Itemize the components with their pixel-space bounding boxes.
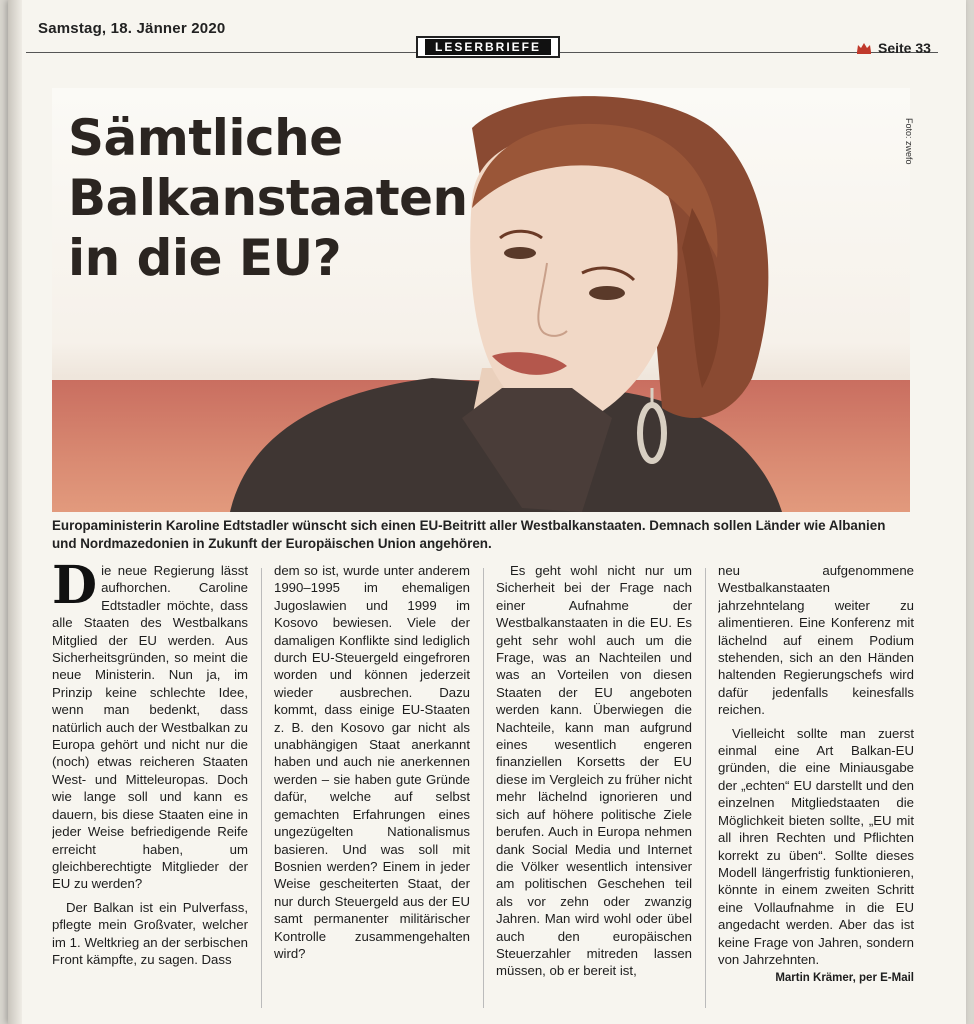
headline-line-1: Sämtliche — [68, 109, 343, 167]
column-rule — [483, 568, 484, 1008]
page-fold-shadow — [8, 0, 22, 1024]
letter-signature: Martin Krämer, per E-Mail — [775, 972, 914, 985]
section-label: LESERBRIEFE — [425, 39, 551, 55]
article-column-4 — [718, 562, 914, 1014]
newspaper-page — [8, 0, 966, 1024]
issue-date: Samstag, 18. Jänner 2020 — [38, 20, 226, 37]
article-column-1 — [52, 562, 248, 1014]
drop-cap: D — [52, 562, 98, 616]
column-rule — [705, 568, 706, 1008]
page-number — [856, 40, 931, 56]
article-paragraph: dem so ist, wurde unter anderem 1990–1995 im ehemaligen Jugoslawien und 1999 im Kosovo bewiesen. Viele der damaligen Konflikte sind lediglich durch EU-Steuergeld eingefroren worden und können jederzeit wieder ausbrechen. Dazu kommt, dass einige EU-Staaten z. B. den Kosovo gar nicht als unabhängigen Staat anerkannt haben und auch nie anerkennen werden – sie haben gute Gründe dafür, welche auf selbst gemachten Erfahrungen eines ungezügelten Nationalismus basieren. Und was soll mit Bosnien werden? Einem in jeder Weise gescheiterten Staat, der nur durch Steuergeld aus der EU samt permanenter militärischer Kontrolle zusammengehalten wird? — [274, 563, 470, 961]
article-paragraph: neu aufgenommene Westbalkanstaaten jahrzehntelang weiter zu alimentieren. Eine Konferenz mit lächelnd auf einem Podium stehenden, sich an den Händen haltenden Regierungschefs wird dafür jedenfalls keinesfalls reichen. — [718, 563, 914, 718]
photo-caption: Europaministerin Karoline Edtstadler wünscht sich einen EU-Beitritt aller Westbalkanstaaten. Demnach sollen Länder wie Albanien und Nordmazedonien in Zukunft der Europäischen Union angehören. — [52, 518, 886, 551]
page-number-label: Seite 33 — [878, 40, 931, 56]
paragraph-text: ie neue Regierung lässt aufhorchen. Caroline Edtstadler möchte, dass alle Staaten des Westbalkans Mitglied der EU werden. Aus Sicherheitsgründen, so meint die neue Ministerin. Nun ja, im Prinzip keine schlechte Idee, wenn man bedenkt, dass natürlich auch der Westbalkan zu Europa gehört und nicht nur die (noch) etwas reicheren Staaten West- und Mitteleuropas. Doch wie lange soll und kann es dauern, bis diese Staaten eine in jeder Weise befriedigende Reife erreicht haben, um gleichberechtigte Mitglieder der EU zu werden? — [52, 563, 248, 892]
headline-line-3: in die EU? — [68, 229, 342, 287]
article-column-2 — [274, 562, 470, 1014]
article-paragraph: Vielleicht sollte man zuerst einmal eine Art Balkan-EU gründen, die eine Miniausgabe der „echten“ EU darstellt und den einzelnen Mitgliedstaaten die Möglichkeit bieten sollte, „EU mit all ihren Rechten und Pflichten korrekt zu üben“. Sollte dieses Modell längerfristig funktionieren, könnte in einem zweiten Schritt eine Vollaufnahme in die EU angedacht werden. Aber das ist keine Frage von Jahren, sondern von Jahrzehnten. — [718, 725, 914, 967]
column-rule — [261, 568, 262, 1008]
article-paragraph: Es geht wohl nicht nur um Sicherheit bei der Frage nach einer Aufnahme der Westbalkanstaaten in die EU. Es geht sehr wohl auch um die Frage, was an Nachteilen und was an Vorteilen von diesen Staaten der EU angeboten werden kann. Überwiegen die Nachteile, kann man aufgrund eines wesentlich engeren finanziellen Korsetts der EU diese im Vergleich zu früher nicht mehr lächelnd ignorieren und sich auf höhere politische Ziele berufen. Auch in Europa nehmen dank Social Media und Internet die Völker wesentlich intensiver am politischen Geschehen teil als vor zehn oder zwanzig Jahren. Man wird wohl oder übel auch den europäischen Steuerzahler mitreden lassen müssen, ob er bereit ist, — [496, 563, 692, 979]
article-column-3 — [496, 562, 692, 1014]
photo-credit: Foto: zwefo — [904, 118, 914, 165]
article-paragraph — [52, 562, 248, 893]
section-badge — [416, 36, 560, 58]
article-body — [52, 562, 914, 1014]
headline-line-2: Balkanstaaten — [68, 169, 468, 227]
headline — [68, 108, 468, 288]
crown-icon — [856, 42, 872, 54]
article-paragraph: Der Balkan ist ein Pulverfass, pflegte mein Großvater, welcher im 1. Weltkrieg an der serbischen Front kämpfte, zu sagen. Dass — [52, 899, 248, 967]
